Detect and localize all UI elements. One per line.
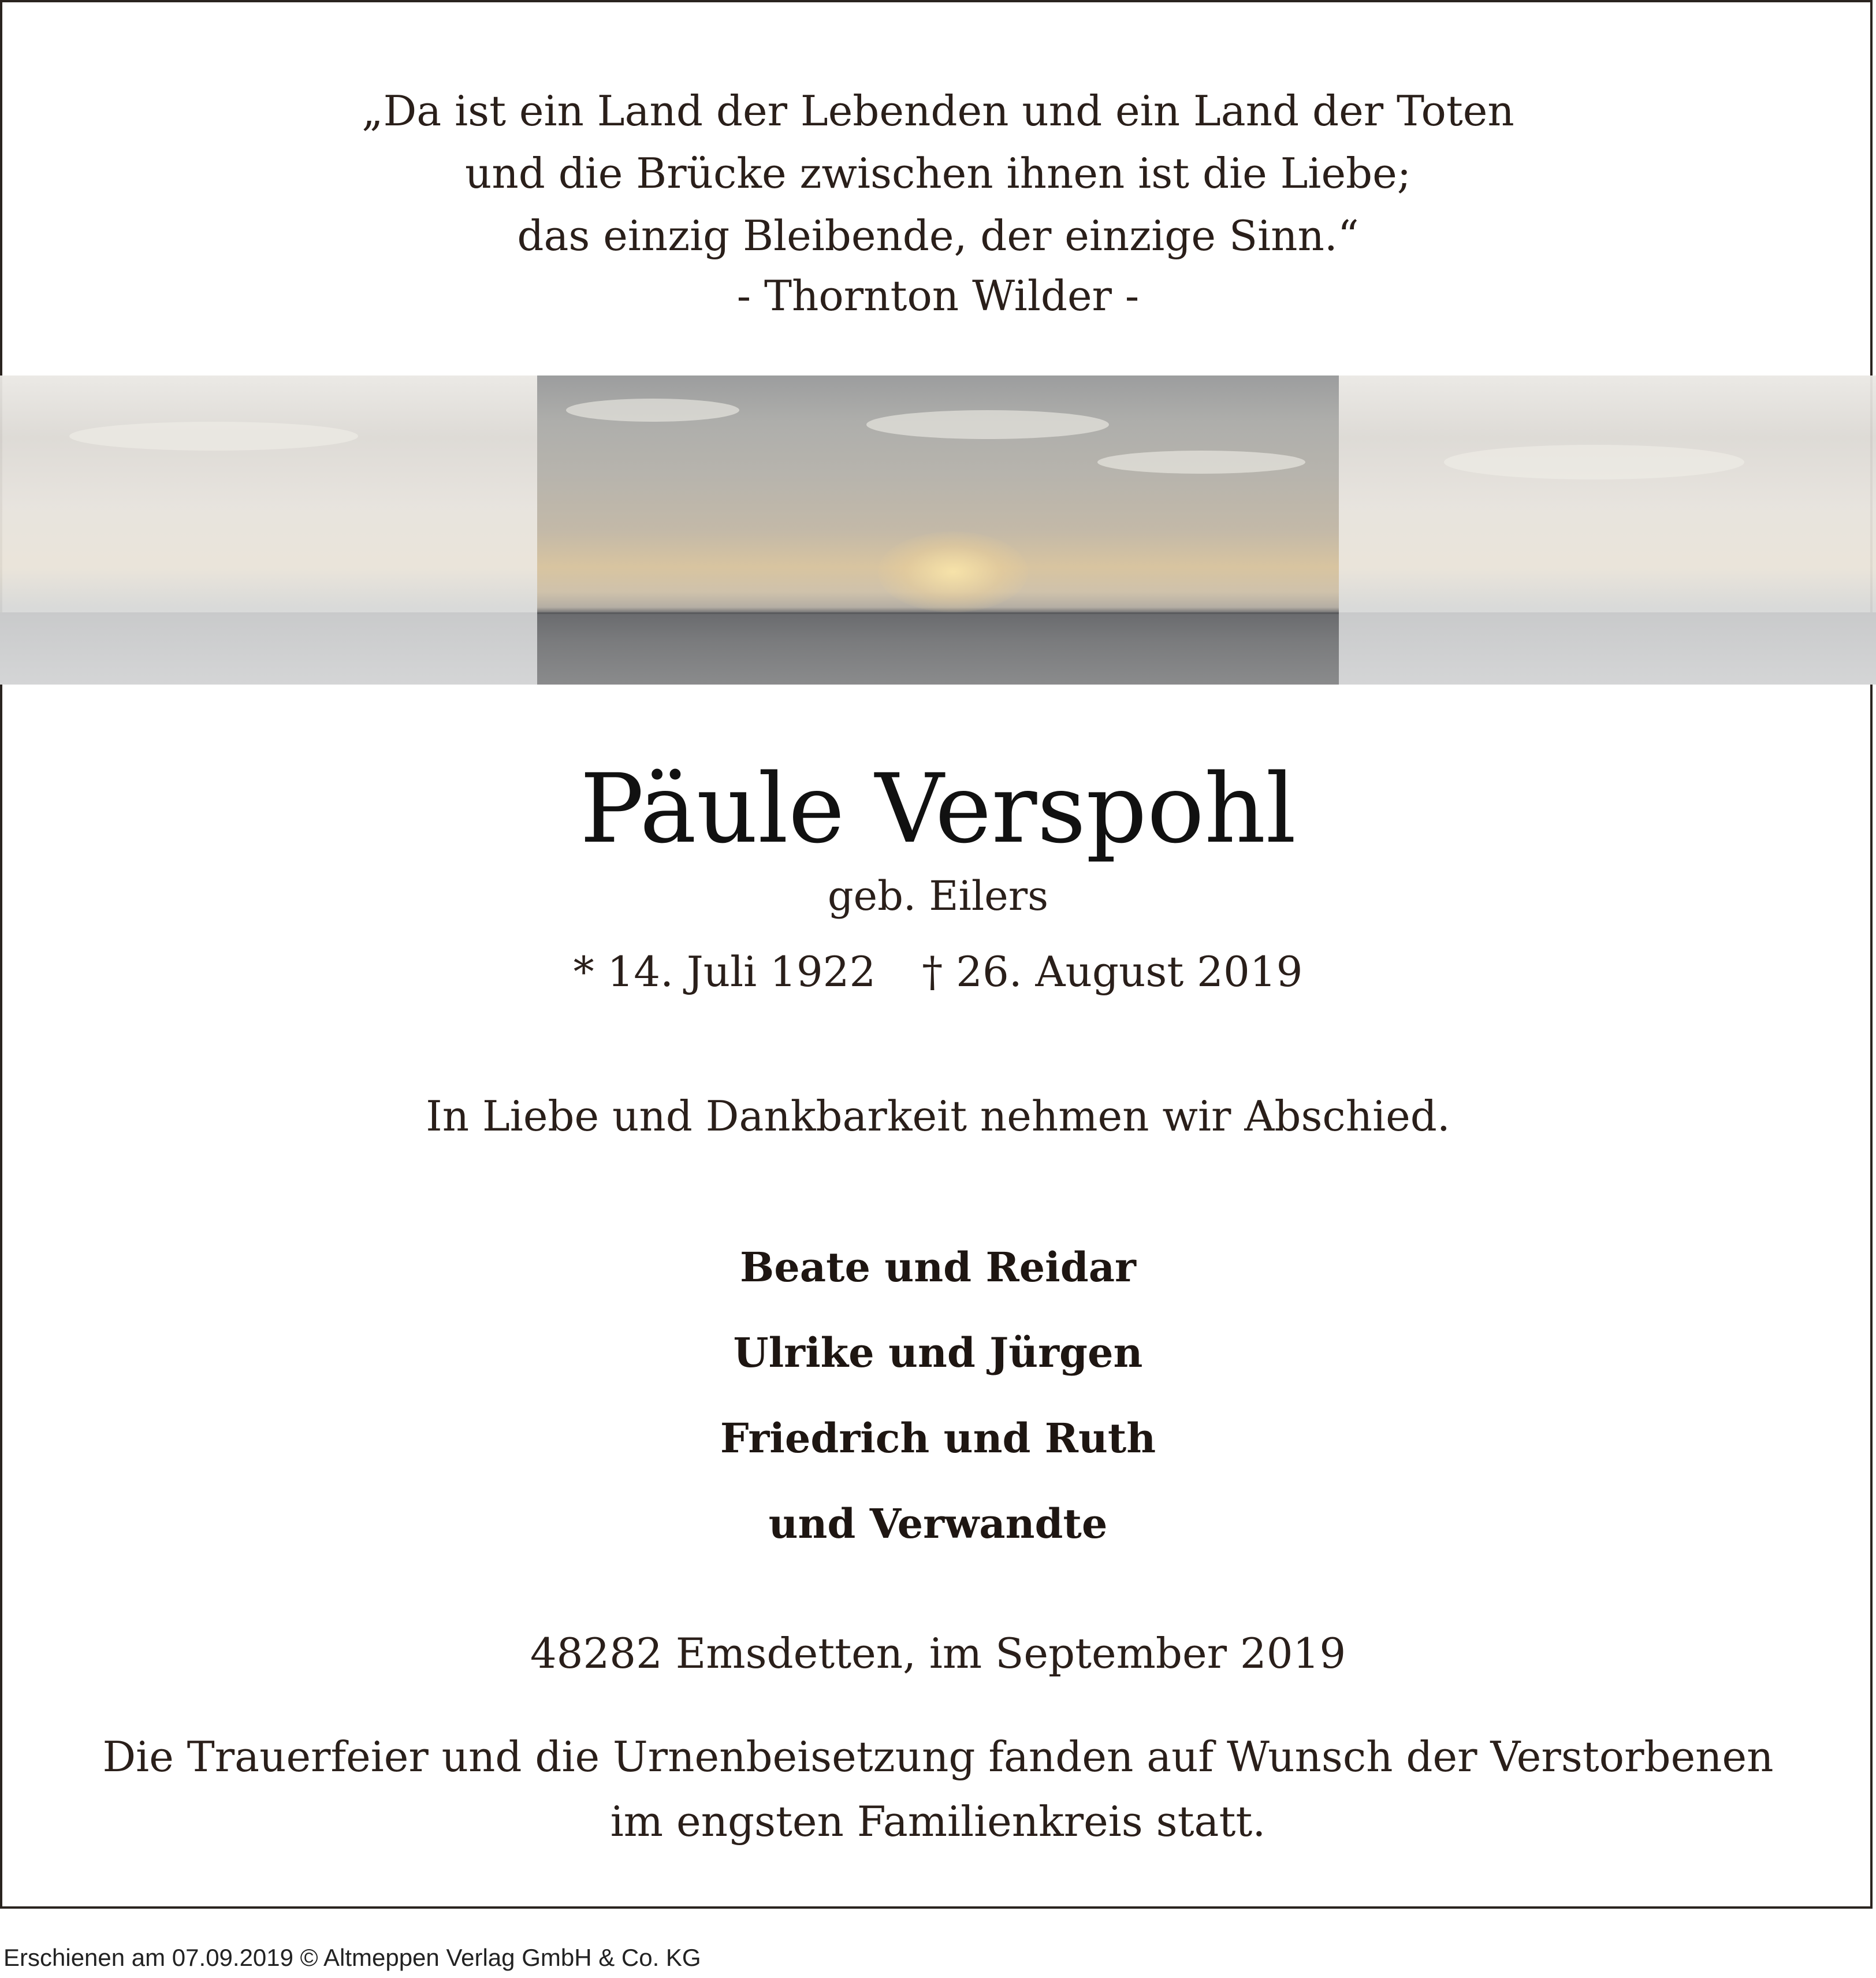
sea-faded-left bbox=[0, 612, 537, 685]
death-date: † 26. August 2019 bbox=[922, 947, 1303, 996]
place-date: 48282 Emsdetten, im September 2019 bbox=[530, 1629, 1346, 1678]
life-dates bbox=[0, 947, 1876, 996]
cloud bbox=[566, 399, 739, 422]
mourner: und Verwandte bbox=[768, 1500, 1108, 1548]
sea-faded-right bbox=[1339, 612, 1876, 685]
mourner: Ulrike und Jürgen bbox=[733, 1329, 1143, 1377]
birth-date: * 14. Juli 1922 bbox=[573, 947, 876, 996]
publication-footer: Erschienen am 07.09.2019 © Altmeppen Verlag GmbH & Co. KG bbox=[3, 1944, 701, 1971]
maiden-name: geb. Eilers bbox=[827, 872, 1049, 920]
horizon-line bbox=[537, 612, 1339, 614]
quote-line: das einzig Bleibende, der einzige Sinn.“ bbox=[517, 211, 1359, 260]
funeral-notice bbox=[0, 1724, 1876, 1854]
notice-line: im engsten Familienkreis statt. bbox=[610, 1797, 1266, 1846]
cloud bbox=[69, 422, 358, 451]
cloud bbox=[1444, 445, 1744, 479]
sunset-glow bbox=[878, 531, 1028, 612]
mourner: Friedrich und Ruth bbox=[720, 1414, 1156, 1462]
cloud bbox=[866, 410, 1109, 439]
quote bbox=[0, 80, 1876, 267]
mourners-list bbox=[0, 1225, 1876, 1567]
deceased-name: Päule Verspohl bbox=[579, 753, 1297, 864]
quote-line: „Da ist ein Land der Lebenden und ein Land der Toten bbox=[362, 87, 1514, 135]
seascape-photo bbox=[0, 375, 1876, 685]
notice-line: Die Trauerfeier und die Urnenbeisetzung fanden auf Wunsch der Verstorbenen bbox=[102, 1732, 1774, 1781]
cloud bbox=[1097, 451, 1305, 474]
mourner: Beate und Reidar bbox=[740, 1243, 1136, 1291]
quote-line: und die Brücke zwischen ihnen ist die Liebe; bbox=[464, 149, 1412, 198]
quote-author: - Thornton Wilder - bbox=[736, 272, 1140, 320]
farewell-text: In Liebe und Dankbarkeit nehmen wir Abschied. bbox=[426, 1092, 1450, 1140]
